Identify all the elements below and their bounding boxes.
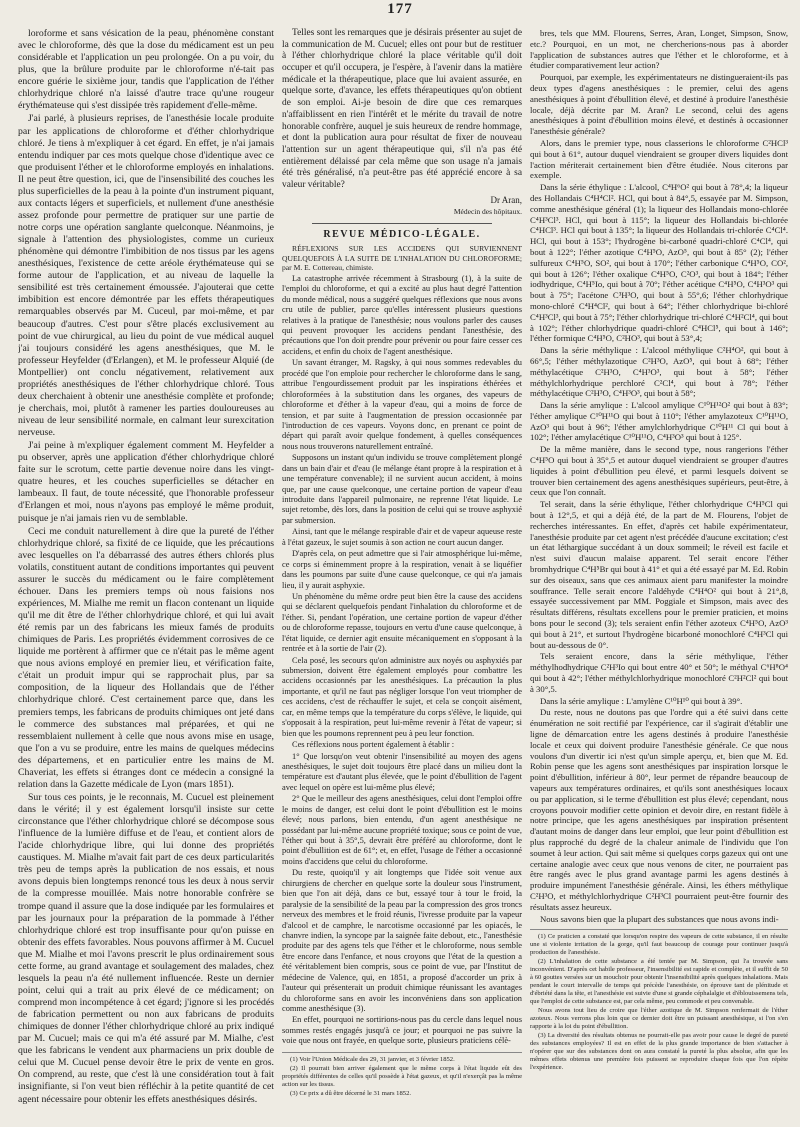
paragraph: Tels seraient encore, dans la série méthylique, l'éther méthylhodhydrique C²H³Io qui bout entre 40° et 50°; le méthyal C⁶H⁸O⁴ qui bout à 42°; l'éther méthylchlorhydrique monochloré C²H²Cl² qui bout à 30°,5. [530,651,788,694]
footnote: (2) L'inhalation de cette substance a été tentée par M. Simpson, qui l'a trouvée sans inconvénient. D'après cet habile professeur, l'insensibilité est rapide et complète, et il suffit de 50 à 60 gouttes versées sur un mouchoir pour obtenir l'insensibilité après quelques inhalations. Mais pendant le court intervalle de temps qui précède l'anesthésie, on éprouve tant de plénitude et d'ébriété dans la tête, et l'anesthésie est suivie d'une si grande céphalalgie et d'éblouissemens tels, que l'emploi de cette substance est, par cela même, peu commode et peu convenable. [530,958,788,1006]
closing-paragraph: Telles sont les remarques que je désirais présenter au sujet de la communication de M. Cucuel; elles ont pour but de restituer à l'éther chlorhydrique chloré la place véritable qu'il doit occuper et qu'il occupera, je l'espère, à l'avenir dans la matière médicale et la thérapeutique, place que lui avaient assurée, en quelque sorte, d'avance, les effets thérapeutiques qu'on obtient de son emploi. Ai-je besoin de dire que ces remarques n'affaiblissent en rien l'intérêt et le mérite du travail de notre honorable confrère, auquel je suis heureux de rendre hommage, et dont la publication aura pour résultat de fixer de nouveau l'attention sur un agent thérapeutique qui, s'il n'a pas été entièrement délaissé par cela même que son usage n'a jamais été très généralisé, n'a peut-être pas été apprécié encore à sa valeur véritable? [282,28,522,190]
paragraph: 2° Que le meilleur des agens anesthésiques, celui dont l'emploi offre le moins de danger, est celui dont le point d'ébullition est le moins élevé; nous parlons, bien entendu, d'un agent anesthésique ne possédant par lui-même aucune propriété toxique; sous ce point de vue, l'éther qui bout à 35°,5, devrait être préféré au chloroforme, dont le point d'ébullition est de 61°; et, en effet, l'usage de l'éther a occasionné moins d'accidens que celui du chloroforme. [282,794,522,866]
footnotes [282,1052,522,1098]
paragraph: D'après cela, on peut admettre que si l'air atmosphérique lui-même, ce corps si éminemment propre à la respiration, venait à se liquéfier dans les poumons par suite d'une cause quelconque, ce qui n'a jamais lieu, il y aurait asphyxie. [282,549,522,590]
column-left [18,28,274,1113]
paragraph: 1° Que lorsqu'on veut obtenir l'insensibilité au moyen des agens anesthésiques, le sujet doit toujours être placé dans un milieu dont la température est d'autant plus élevée, que le point d'ébullition de l'agent avec lequel on opère est lui-même plus élevé; [282,751,522,792]
paragraph: J'ai peine à m'expliquer également comment M. Heyfelder a pu observer, après une application d'éther chlorhydrique chloré faite sur le scrotum, cette partie devenue noire dans les vingt-quatre heures, et les couches superficielles se détacher en lambeaux. Il faut, de toute nécessité, que l'honorable professeur d'Erlangen et moi, nous n'ayons pas employé le même produit, puisque je n'ai jamais rien vu de semblable. [18,440,274,524]
paragraph: loroforme et sans vésication de la peau, phénomène constant avec le chloroforme, dès que la dose du médicament est un peu considérable et l'application un peu prolongée. On a pu voir, du plus, que la brûlure produite par le chloroforme n'é-tait pas encore guérie le sixième jour, tandis que l'application de l'éther chlorhydrique chloré n'a laissé d'autre trace qu'une rougeur érythémateuse qui s'est dissipée très rapidement d'elle-même. [18,28,274,112]
paragraph: Dans la série éthylique : L'alcool, C⁴H⁶O² qui bout à 78°,4; la liqueur des Hollandais C⁴H⁴Cl². HCl, qui bout à 84°,5, essayée par M. Simpson, comme anesthésique général (1); la liqueur des Hollandais mono-chlorée C⁴H³Cl³. HCl, qui bout à 115°; la liqueur des Hollandais bi-chlorée C⁴HCl³. HCl qui bout à 135°; la liqueur des Hollandais tri-chlorée C⁴Cl⁴. HCl, qui bout à 153°; l'hydrogène bi-carboné quadri-chloré C⁴Cl⁴, qui bout à 122°; l'éther azotique C⁴H⁵O, AzO⁵, qui bout à 85° (2); l'éther sulfureux C⁴H⁵O, SO², qui bout à 170°; l'éther carbonique C⁴H⁵O, CO², qui bout à 126°; l'éther oxalique C⁴H⁵O, C²O³, qui bout à 184°; l'éther iodhydrique, C⁴H⁵Io, qui bout à 70°; l'éther acétique C⁴H⁵O, C⁴H³O³ qui bout à 75°; l'acétone C³H³O, qui bout à 55°,6; l'éther chlorhydrique mono-chloré C⁴H⁴Cl², qui bout à 64°; l'éther chlorhydrique bi-chloré C⁴H³Cl³, qui bout à 75°; l'éther chlorhydrique tri-chloré C⁴H²Cl⁴, qui bout à 102°; l'éther chlorhydrique quadri-chloré C⁴HCl⁵, qui bout à 146°; l'éther formique C⁴H⁵O, C²HO³, qui bout à 53°,4; [530,182,788,344]
footnote: Nous avons tout lieu de croire que l'éther azotique de M. Simpson renfermait de l'éther azoteux. Nous verrons plus loin que ce dernier doit être un puissant anesthésique, si l'on s'en rapporte à la loi du point d'ébullition. [530,1007,788,1031]
paragraph: La catastrophe arrivée récemment à Strasbourg (1), à la suite de l'emploi du chloroforme, et qui a excité au plus haut degré l'attention du monde médical, nous a suggéré quelques réflexions que nous avons cru utile de publier, parce qu'elles intéressent plusieurs questions relatives à la pratique de l'anesthésie; nous voulons parler des causes qui peuvent provoquer les accidens pendant l'anesthésie, des précautions que l'on doit prendre pour prévenir ou pour faire cesser ces accidens, et enfin du choix de l'agent anesthésique. [282,273,522,356]
article-heading: RÉFLEXIONS SUR LES ACCIDENS QUI SURVIENNENT QUELQUEFOIS À LA SUITE DE L'INHALATION DU CHLOROFORME; par M. E. Cottereau, chimiste. [282,244,522,273]
paragraph: De la même manière, dans le second type, nous rangerions l'éther C⁴H⁵O qui bout à 35°,5 et autour duquel viendraient se grouper d'autres liquides à point d'ébullition peu élevé, et parmi lesquels doivent se trouver bien certainement des agens anesthésiques supérieurs, peut-être, à ceux que l'on connaît. [530,444,788,498]
paragraph: Un phénomène du même ordre peut bien être la cause des accidens qui se déclarent quelquefois pendant l'inhalation du chloroforme et de l'éther. Si, pendant l'opération, une certaine portion de vapeur d'éther ou de chloroforme repasse, toujours en vertu d'une cause quelconque, à l'état liquide, ce dernier agit ensuite mécaniquement en s'opposant à la rentrée et à la sortie de l'air (2). [282,591,522,654]
paragraph: Sur tous ces points, je le reconnais, M. Cucuel est pleinement dans le vérité; il y est également lorsqu'il insiste sur cette circonstance que l'éther chlorhydrique chloré se décompose sous l'influence de la lumière diffuse et de l'eau, et contient alors de l'acide chlorhydrique libre, qui lui donne des propriétés caustiques. M. Mialhe m'avait fait part de ces deux particularités très peu de temps après la publication de nos essais, et nous avons depuis bien longtemps renoncé tous les deux à nous servir de la compresse mouillée. Mais notre honorable confrère se trompe quand il assure que la dose indiquée par les formulaires et par les journaux pour la préparation de la pommade à l'éther chlorhydrique chloré est trop insuffisante pour qu'on puisse en obtenir des effets favorables. Nous pouvons affirmer à M. Cucuel que M. Mialhe et moi l'avons prescrit le plus ordinairement sous cette forme, au grand avantage et soulagement des malades, chez lesquels la peau n'a été nullement influencée. Reste un dernier point, celui qui a trait au prix élevé de ce médicament; on comprend mon incompétence à cet égard; j'ignore si les procédés de fabrication permettent ou non aux fabricans de produits chimiques de donner l'éther chlorhydrique chloré au prix indiqué par M. Cucuel; mais ce qui m'a été assuré par M. Mialhe, c'est que les fabricans le vendent aux pharmaciens un prix double de celui que M. Cucuel pense devoir être le prix de vente en gros. On comprend, au reste, que c'est là une considération tout à fait insignifiante, si l'on veut bien réfléchir à la petite quantité de cet agent nécessaire pour obtenir les effets anesthésiques désirés. [18,791,274,1105]
column-right [530,28,788,1113]
footnote: (1) Ce praticien a constaté que lorsqu'on respire des vapeurs de cette substance, il en résulte une si violente irritation de la gorge, qu'il faut beaucoup de courage pour continuer jusqu'à production de l'anesthésie. [530,933,788,957]
paragraph: Nous savons bien que la plupart des substances que nous avons indi- [540,913,779,924]
page-number: 177 [387,1,413,17]
paragraph: Du reste, nous ne doutons pas que l'ordre qui a été suivi dans cette énumération ne soit rectifié par l'expérience, car il s'agirait d'établir une ligne de démarcation entre les agens destinés à produire l'anesthésie locale et ceux qui doivent produire l'anesthésie générale. Ce que nous voulons d'un divertir ici n'est qu'un simple aperçu, et, bien que M. Ed. Robin pense que les agens sont anesthésiques par inspiration lorsque le point d'ébullition, inférieur à 80°, leur permet de répandre beaucoup de vapeurs aux températures ordinaires, et qu'ils sont anesthésiques locaux ou par application, si le terme d'ébullition est plus élevé; cependant, nous croyons pouvoir modifier cette opinion et devoir dire, en restant fidèle à notre principe, que les agens anesthésiques par inspiration présentent d'autant moins de danger dans leur emploi, que leur point d'ébullition est plus rapproché du degré de la chaleur animale de l'individu que l'on soumet à leur action. Qui sait même si quelques corps gazeux qui ont une certaine analogie avec ceux que nous venons de citer, ne pourraient pas être rangés avec le plus grand avantage parmi les agens destinés à produire impunément l'anesthésie générale. Ainsi, les éthers méthylique C²H³O, et méthylchlorhydrique C²H³Cl pourraient peut-être fournir des résultats assez heureux. [530,707,788,912]
signature-block [282,195,522,217]
footnote: (2) Il pourrait bien arriver également que le même corps à l'état liquide eût des propriétés différentes de celles qu'il possède à l'état gazeux, et qu'il n'exerçât pas la même action sur les tissus. [282,1064,522,1088]
signature-title: Médecin des hôpitaux. [453,206,522,216]
divider [312,223,492,224]
paragraph: Supposons un instant qu'un individu se trouve complètement plongé dans un bain d'air et d'eau (le mélange étant propre à la respiration et à une température convenable); il ne survient aucun accident, à moins que, par une cause quelconque, une certaine portion de vapeur d'eau introduite dans l'appareil pulmonaire, ne reprenne l'état liquide. Le sujet retombe, dès lors, dans la position de celui qui se trouve asphyxié par submersion. [282,453,522,525]
paragraph: Dans la série amylique : L'alcool amylique C¹⁰H¹²O² qui bout à 83°; l'éther amylique C¹⁰H¹¹O qui bout à 110°; l'éther amylazoteux C¹⁰H¹¹O, AzO³ qui bout à 96°; l'éther amylchlorhydrique C¹⁰H¹¹ Cl qui bout à 102°; l'éther amylacétique C¹⁰H¹¹O, C⁴H³O³ qui bout à 125°. [530,400,788,443]
paragraph: En effet, pourquoi ne sortirions-nous pas du cercle dans lequel nous sommes restés engagés jusqu'à ce jour; et pourquoi ne pas suivre la voie que nous ont frayée, en quelque sorte, plusieurs praticiens célè- [282,1015,522,1046]
section-title: REVUE MÉDICO-LÉGALE. [323,228,481,240]
paragraph: Ainsi, tant que le mélange respirable d'air et de vapeur aqueuse reste à l'état gazeux, le sujet soumis à son action ne court aucun danger. [282,527,522,547]
paragraph: Ces réflexions nous portent également à établir : [292,740,455,750]
paragraph: Cela posé, les secours qu'on administre aux noyés ou asphyxiés par submersion, doivent être également employés pour combattre les accidens occasionnés par les anesthésiques. La précaution la plus importante, et qu'il ne faut pas négliger lorsque l'on veut triompher de ces accidens, c'est de réchauffer le sujet, et cela se conçoit aisément, car, en même temps que la température du corps s'élève, le liquide, qui s'opposait à la respiration, peut lui-même revenir à l'état de vapeur; si bien que les poumons reprennent peu à peu leur fonction. [282,655,522,738]
paragraph: Du reste, quoiqu'il y ait longtemps que l'idée soit venue aux chirurgiens de chercher en quelque sorte la douleur sous l'instrument, bien que l'on ait déjà, dans ce but, essayé tour à tour le froid, la paralysie de la sensibilité de la peau par la compression des gros troncs nerveux des membres et le froid réunis, l'ivresse produite par la vapeur d'alcool et de camphre, le narcotisme occasionné par les opiacés, le chanvre indien, la syncope par la saignée faite debout, etc., l'anesthésie produite par des agens tels que l'éther et le chloroforme, nous semble être encore dans l'enfance, et nous croyons que l'état de la question a été véritablement bien compris, sous ce point de vue, par l'Institut de médecine de Valence, qui, en 1851, a proposé d'accorder un prix à l'auteur qui présenterait un produit chimique réunissant les avantages du chloroforme sans en avoir les inconvéniens dans son application comme anesthésique (3). [282,868,522,1014]
paragraph: Pourquoi, par exemple, les expérimentateurs ne distingueraient-ils pas deux types d'agens anesthésiques : le premier, celui des agens anesthésiques à point d'ébullition élevé, et destiné à produire l'anesthésie locale, déjà décrite par M. Aran? Le second, celui des agens anesthésiques à point d'ébullition moins élevé, et destinés à occasionner l'anesthésie générale? [530,72,788,137]
paragraph: Dans la série amylique : L'amylène C¹⁰H¹⁰ qui bout à 39°. [540,695,743,706]
paragraph: Ceci me conduit naturellement à dire que la pureté de l'éther chlorhydrique chloré, sa fixité de ce liquide, que les précautions avec lesquelles on l'a débarrassé des autres éthers chlorés plus volatils, constituent autant de conditions importantes qui peuvent assurer le succès du médicament ou le faire complètement échouer. Dans les premiers temps où nous faisions nos expériences, M. Mialhe me remit un flacon contenant un liquide qu'il me dit être de l'éther chlorhydrique chloré, et qui lui avait été remis par un des fabricans les mieux famés de produits chimiques de Paris. Les propriétés évidemment corrosives de ce liquide me portèrent à affirmer que ce n'était pas le même agent que nous avions employé en premier lieu, et vérification faite, c'était un produit impur qui se rapprochait plus, par sa composition, de la liqueur des Hollandais que de l'éther chlorhydrique chloré. C'est certainement parce que, dans les premiers temps, les fabricans de produits chimiques ont jeté dans le commerce des substances mal préparées, et qui ne ressemblaient nullement à celle que nous avons mise en usage, que l'on a vu se produire, entre les mains de quelques médecins des départemens, et en particulier entre les mains de M. Chaveriat, les effets si étranges dont ce médecin a consigné la relation dans la Gazette médicale de Lyon (mars 1851). [18,525,274,790]
paragraph: Alors, dans le premier type, nous classerions le chloroforme C²HCl³ qui bout à 61°, autour duquel viendraient se grouper divers liquides dont l'action mériterait certainement bien d'être étudiée. Nous citerons par exemple. [530,137,788,181]
signature: Dr Aran, [490,194,522,205]
paragraph: Tel serait, dans la série éthylique, l'éther chlorhydrique C⁴H⁵Cl qui bout à 12°,5, et qui a déjà été, de la part de M. Flourens, l'objet de recherches intéressantes. En effet, d'après cet habile expérimentateur, l'anesthésie produite par cet agent n'est précédée d'aucune excitation; c'est un état léthargique succédant à un doux sommeil; le réveil est facile et n'est suivi d'aucun malaise apparent. Tel serait encore l'éther bromhydrique C⁴H⁵Br qui bout à 41° et qui a été essayé par M. Ed. Robin sur des oiseaux, sans que ces animaux aient paru manifester la moindre souffrance. Telle serait encore l'aldéhyde C⁴H⁴O² qui bout à 21°,8, essayée successivement par MM. Poggiale et Simpson, mais avec des résultats différens, résultats excellens pour le premier praticien, et moins bons pour le second (3); tels seraient enfin l'éther azoteux C⁴H⁵O, AzO³ qui bout à 21°, et surtout l'hydrogène bicarboné monochloré C⁴H³Cl qui bout au-dessous de 0°. [530,499,788,650]
footnotes [530,929,788,1072]
footnote: (1) Voir l'Union Médicale des 29, 31 janvier, et 3 février 1852. [290,1055,455,1063]
footnote: (3) La diversité des résultats obtenus ne pourrait-elle pas avoir pour cause le degré de pureté des substances employées? Il est en effet de la plus grande importance de bien s'attacher à n'opérer que sur des substances dont on aura constaté la pureté la plus absolue, afin que les mêmes effets obtenus une première fois puissent se reproduire chaque fois que l'on répète l'expérience. [530,1032,788,1072]
paragraph: J'ai parlé, à plusieurs reprises, de l'anesthésie locale produite par les applications de chloroforme et d'éther chlorhydrique chloré. Je tiens à m'expliquer à cet égard. En effet, je n'ai jamais entendu indiquer par ces mots quelque chose d'identique avec ce que produisent l'éther et le chloroforme employés en inhalations. Il ne peut être question, ici, que de l'insensibilité des couches les plus superficielles de la peau à la pointe d'un instrument piquant, aux contacts légers et superficiels, et nullement d'une anesthésie assez profonde pour permettre de pratiquer sur une partie de notre corps une opération sanglante quelconque. Néanmoins, je signale à l'attention des physiologistes, comme un curieux phénomène qui démontre l'imbibition de nos tissus par les agens anesthésiques, l'existence de cette aréole érythémateuse qui se forme autour de l'application, et au niveau de laquelle la sensibilité est très certainement émoussée. J'ajouterai que cette imbibition est encore démontrée par les effets thérapeutiques remarquables observés par M. Cuceul, par moi-même, et par beaucoup d'autres. C'est pour s'être placés exclusivement au point de vue chirurgical, au lieu du point de vue médical auquel j'ai toujours considéré les agens anesthésiques, que M. le professeur Heyfelder (d'Erlangen), et M. le professeur Alquié (de Montpellier) ont conclu négativement, relativement aux propriétés anesthésiques de l'éther chlorhydrique chloré. Tous deux cherchaient à obtenir une anesthésie complète et profonde; je cherchais, moi, plutôt à ramener les parties douloureuses au niveau de leur sensibilité normale, en calmant leur surexcitation nerveuse. [18,113,274,439]
column-middle [282,28,522,1113]
paragraph: Dans la série méthylique : L'alcool méthylique C²H⁴O², qui bout à 66°,5; l'éther méthylazotique C²H³O, AzO⁵, qui bout à 68°; l'éther méthylacétique C²H³O, C⁴H³O³, qui bout à 58°; l'éther méthylchlorhydrique perchloré C²Cl⁴, qui bout à 78°; l'éther méthylacétique C²H³O, C⁴H³O³, qui bout à 58°; [530,345,788,399]
paragraph: Un savant étranger, M. Ragsky, à qui nous sommes redevables du procédé que l'on emploie pour rechercher le chloroforme dans le sang, attribue l'engourdissement produit par les inspirations éthérées et chloroformées à la substitution dans les organes, des vapeurs de chloroforme et d'éther à la vapeur d'eau, qui a moins de force de tension, et par suite à l'augmentation de pression occasionnée par l'introduction de ces vapeurs. Voyons donc, en prenant ce point de départ qui paraît avoir quelque fondement, à quelles conséquences nous nous trouverons naturellement entraîné. [282,358,522,451]
paragraph: bres, tels que MM. Flourens, Serres, Aran, Longet, Simpson, Snow, etc.? Pourquoi, en un mot, ne chercherions-nous pas à aborder l'application de substances autres que l'éther et le chloroforme, et à étudier comparativement leur action? [530,28,788,71]
footnote: (3) Ce prix a dû être décerné le 31 mars 1852. [290,1089,412,1097]
